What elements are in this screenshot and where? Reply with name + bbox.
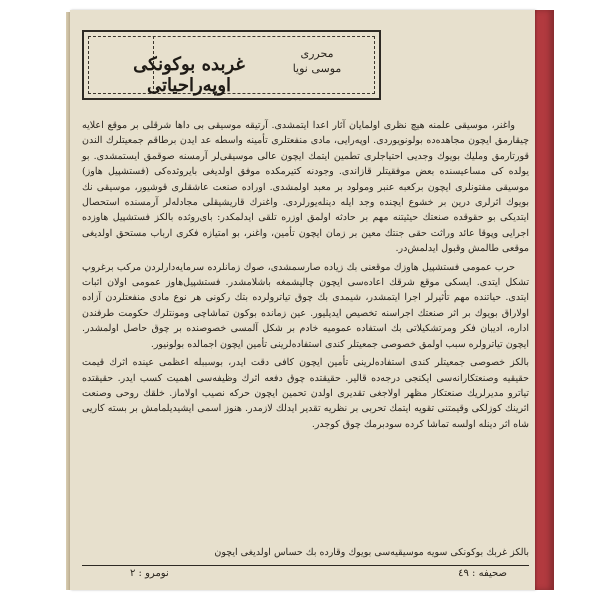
title-cartouche: [82, 30, 381, 100]
article-title: غربده بوكونكى اوپه‌راحياتى: [133, 54, 245, 96]
closing-line: بالكز غربك بوكونكى سويه موسيقيه‌سى بويوك وقارده بك حساس اولديغى ايچون: [214, 547, 529, 558]
paragraph: بالكز خصوصى جمعيتلر كندى استفاده‌لرينى تأمين ايچون كافى دقت ايدر، بوسببله اعظمى عينده اثرك قيمت حقيقيه وصنعتكارانه‌سى ايكنجى درجه‌ده قالير. حقيقتده چوق دفعه اثرك وظيفه‌سى اهميت كسب ايدر. حقيقتده تياترو مديرلريك صنعتكار مظهر اولاجغى تقديرى اولدن تحمين ايچون حركه نصيب اولاماز. خلقك روحى وصنعت اثرينك كوزلكى وقيمتنى تقويه ايتمك تحربى بر نظريه تقدير ايدلك لازمدر. هنوز اسمى ايشيديلمامش بر بسته كاريى شاه اثر دينله اولسه تماشا كرده سودبرمك چوق كوجدر.: [82, 357, 529, 430]
paragraph: واغنر، موسيقى علمنه هيچ نظرى اولمايان آثار اعدا ايتمشدى. آرتيقه موسيقى بى داها شرقلى بر موقع اعلايه چيقارمق ايچون مجاهده‌ده بولونويوردى. اوپه‌رايى، مادى منفعتلرى تأمينه واسطه عد ايدن برطاقم جمعيتلرك الندن قورتارمق ومليك بويوك وجديى احتياجلرى تطمين ايتمك ايچون عالى موسيقى‌لر آرمسنه صوقمق ايستمشدى. بو يولده كى مساعيسنده بعض موفقيتلر قازاندى. وجودنه كتيرمكده موفق اولديغى بايروثده‌كى (فستشپيل هاوز) موسيقى مفتونلرى ايچون بركعبه عنبر ومولود بر معبد اولمشدى. اوراده صنعت عاشقلرى قوشيور، موسيقى نك بويوك اثرلرى درين بر خشوع ايچنده وجد ايله دينله‌يورلردى. واغنرك قاريشيقلى مجادله‌لر آرمسنده استحصال ايتديكى بو حقوقده صنعتك حيثيتنه مهم بر حادثه اولمق اوزره تلقى ايدلمكدر: باى‌روثده بالكز فستشپيل هاوزده اجرايى وپوقا عائد وراثت حقى جنتك معين بر زمان ايچون تأمين، واغنر، بو امتيازه فكرى ارباب مستحق اولديغى موقعى طالمش وقبول ايدلمش‌در.: [82, 120, 529, 255]
issue-number: نومرو : ٢: [130, 568, 169, 579]
paragraph: حرب عمومى فستشپيل هاوزك موقعنى بك زياده صارسمشدى، صوك زمانلرده سرمايه‌دارلردن مركب برغروپ تشكل ايتدى. ايسكى موقع شرقك اعاده‌سى ايچون چاليشمغه باشلامشدر. فستشپيل‌هاوز عمومى اولان اثبات ايتدى. حياتنده مهم تأثيرلر اجرا ايتمشدر، شيمدى بك چوق تياترولرده بتك ركونى هر نوع مادى منفعتلردن آزاده اولاراق بويوك بر اثر صنعتك اجراسنه تخصيص ايديليور. عين زمانده بوكون تماشاچى ومونتلرك حكومت طرفندن اداره، اديبان فكر ومرتشكيلاتى بك استفاده عموميه خادم بر شكل آلمسى خصوصنده بر چوق حاصل اولمشدر. ايچون تياترولره سبب اولمق خصوصى جمعيتلر كندى استفاده‌لرينى تأمين ايچون اجمالده بولونيور.: [82, 261, 529, 350]
article-body: [82, 118, 529, 435]
page-footer: [82, 565, 529, 584]
page-number: صحيفه : ٤٩: [458, 568, 507, 579]
author-block: [284, 46, 350, 76]
author-label: محررى: [300, 47, 334, 60]
author-name: موسى نويا: [292, 62, 342, 75]
